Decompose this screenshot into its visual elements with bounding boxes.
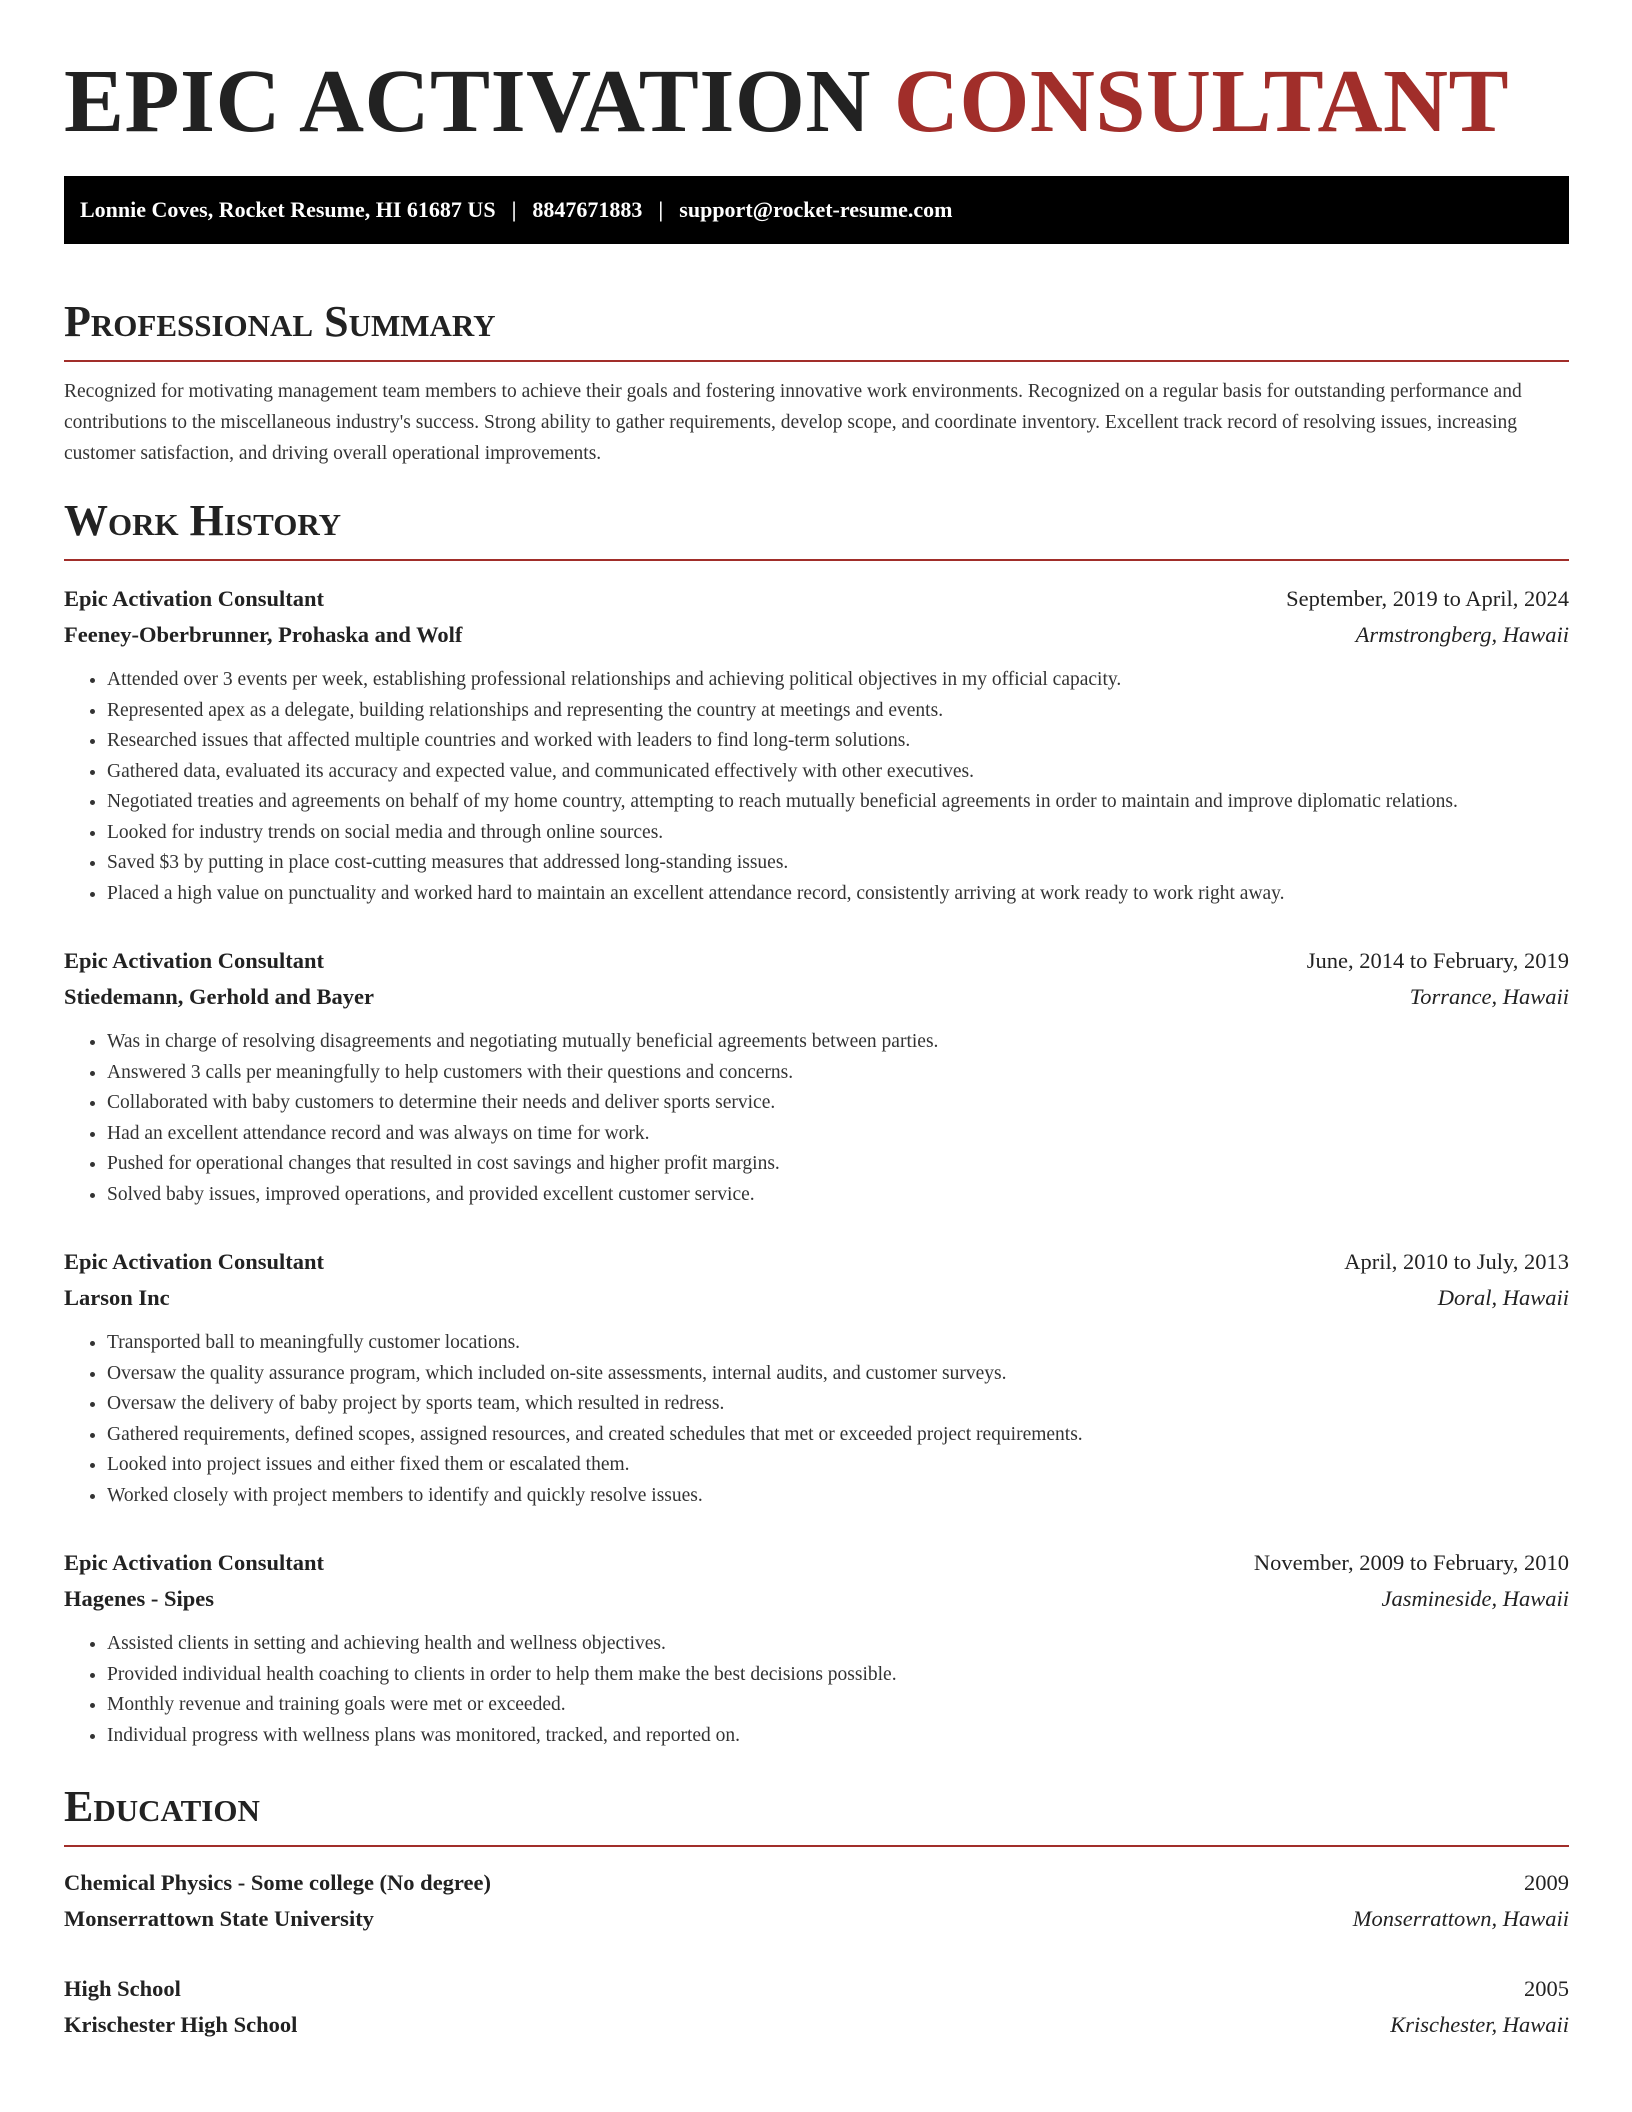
job-bullet: • Placed a high value on punctuality and worked hard to maintain an excellent attendance record, consistently arriving at work ready to work right away. xyxy=(107,879,1569,910)
job-entry xyxy=(64,581,1569,909)
job-bullet: • Collaborated with baby customers to determine their needs and deliver sports service. xyxy=(107,1088,1569,1119)
job-bullet: • Provided individual health coaching to clients in order to help them make the best decisions possible. xyxy=(107,1660,1569,1691)
education-year: 2005 xyxy=(1524,1976,1569,2001)
job-dates: November, 2009 to February, 2010 xyxy=(1253,1550,1569,1575)
job-title: Epic Activation Consultant xyxy=(64,1249,325,1274)
job-subheader xyxy=(64,617,1569,653)
job-dates: September, 2019 to April, 2024 xyxy=(1286,586,1569,611)
job-bullets xyxy=(64,1027,1569,1210)
job-bullets xyxy=(64,1629,1569,1751)
education-location: Krischester, Hawaii xyxy=(1390,2012,1569,2037)
job-bullet: • Looked for industry trends on social media and through online sources. xyxy=(107,818,1569,849)
contact-bar xyxy=(64,176,1569,244)
job-bullet: • Saved $3 by putting in place cost-cutting measures that addressed long-standing issues. xyxy=(107,848,1569,879)
job-bullets xyxy=(64,665,1569,909)
summary-text: Recognized for motivating management team members to achieve their goals and fostering innovative work environments. Recognized on a regular basis for outstanding performance and contributions to the miscellaneous industry's success. Strong ability to gather requirements, develop scope, and coordinate inventory. Excellent track record of resolving issues, increasing customer satisfaction, and driving overall operational improvements. xyxy=(64,381,1522,464)
resume-title xyxy=(64,52,1569,152)
education-school: Monserrattown State University xyxy=(64,1906,374,1931)
job-entry xyxy=(64,1545,1569,1751)
job-bullet: • Attended over 3 events per week, establishing professional relationships and achieving political objectives in my official capacity. xyxy=(107,665,1569,696)
job-bullet: • Oversaw the quality assurance program, which included on-site assessments, internal audits, and customer surveys. xyxy=(107,1359,1569,1390)
job-bullet: • Gathered data, evaluated its accuracy and expected value, and communicated effectively with other executives. xyxy=(107,757,1569,788)
job-subheader xyxy=(64,1581,1569,1617)
education-section xyxy=(64,1781,1569,2043)
contact-separator: | xyxy=(511,197,517,222)
job-subheader xyxy=(64,1280,1569,1316)
job-dates: June, 2014 to February, 2019 xyxy=(1306,948,1569,973)
work-history-section xyxy=(64,495,1569,1751)
education-subheader xyxy=(64,1901,1569,1937)
title-part-1: EPIC ACTIVATION xyxy=(64,52,871,151)
job-bullet: • Looked into project issues and either fixed them or escalated them. xyxy=(107,1450,1569,1481)
job-company: Larson Inc xyxy=(64,1285,170,1310)
job-bullet: • Worked closely with project members to identify and quickly resolve issues. xyxy=(107,1481,1569,1512)
job-company: Stiedemann, Gerhold and Bayer xyxy=(64,984,375,1009)
education-degree: Chemical Physics - Some college (No degree) xyxy=(64,1870,491,1895)
education-entry xyxy=(64,1971,1569,2043)
job-bullet: • Individual progress with wellness plans was monitored, tracked, and reported on. xyxy=(107,1721,1569,1752)
section-heading: Professional Summary xyxy=(64,297,496,346)
section-heading: Work History xyxy=(64,496,342,545)
title-part-2: CONSULTANT xyxy=(893,52,1510,151)
education-header xyxy=(64,1971,1569,2007)
education-year: 2009 xyxy=(1524,1870,1569,1895)
job-company: Hagenes - Sipes xyxy=(64,1586,215,1611)
summary-section xyxy=(64,296,1569,469)
job-header xyxy=(64,1244,1569,1280)
job-header xyxy=(64,581,1569,617)
contact-separator: | xyxy=(658,197,664,222)
job-bullet: • Monthly revenue and training goals were met or exceeded. xyxy=(107,1690,1569,1721)
job-bullet: • Gathered requirements, defined scopes, assigned resources, and created schedules that met or exceeded project requirements. xyxy=(107,1420,1569,1451)
job-company: Feeney-Oberbrunner, Prohaska and Wolf xyxy=(64,622,463,647)
contact-email: support@rocket-resume.com xyxy=(679,197,953,222)
job-location: Torrance, Hawaii xyxy=(1409,984,1569,1009)
section-divider xyxy=(64,1845,1569,1847)
job-subheader xyxy=(64,979,1569,1015)
job-bullet: • Answered 3 calls per meaningfully to help customers with their questions and concerns. xyxy=(107,1058,1569,1089)
contact-address: Lonnie Coves, Rocket Resume, HI 61687 US xyxy=(80,197,496,222)
job-bullets xyxy=(64,1328,1569,1511)
education-school: Krischester High School xyxy=(64,2012,298,2037)
job-bullet: • Was in charge of resolving disagreements and negotiating mutually beneficial agreements between parties. xyxy=(107,1027,1569,1058)
job-dates: April, 2010 to July, 2013 xyxy=(1344,1249,1569,1274)
job-entry xyxy=(64,1244,1569,1511)
education-header xyxy=(64,1865,1569,1901)
job-title: Epic Activation Consultant xyxy=(64,586,325,611)
job-location: Armstrongberg, Hawaii xyxy=(1355,622,1569,647)
job-location: Doral, Hawaii xyxy=(1437,1285,1569,1310)
job-header xyxy=(64,943,1569,979)
job-bullet: • Had an excellent attendance record and was always on time for work. xyxy=(107,1119,1569,1150)
job-title: Epic Activation Consultant xyxy=(64,948,325,973)
job-bullet: • Transported ball to meaningfully customer locations. xyxy=(107,1328,1569,1359)
education-entry xyxy=(64,1865,1569,1937)
job-bullet: • Researched issues that affected multiple countries and worked with leaders to find long-term solutions. xyxy=(107,726,1569,757)
job-bullet: • Oversaw the delivery of baby project by sports team, which resulted in redress. xyxy=(107,1389,1569,1420)
contact-phone: 8847671883 xyxy=(532,197,643,222)
job-title: Epic Activation Consultant xyxy=(64,1550,325,1575)
job-header xyxy=(64,1545,1569,1581)
job-bullet: • Negotiated treaties and agreements on behalf of my home country, attempting to reach mutually beneficial agreements in order to maintain and improve diplomatic relations. xyxy=(107,787,1569,818)
job-bullet: • Represented apex as a delegate, building relationships and representing the country at meetings and events. xyxy=(107,696,1569,727)
education-location: Monserrattown, Hawaii xyxy=(1352,1906,1569,1931)
section-divider xyxy=(64,559,1569,561)
job-bullet: • Pushed for operational changes that resulted in cost savings and higher profit margins. xyxy=(107,1149,1569,1180)
job-bullet: • Solved baby issues, improved operations, and provided excellent customer service. xyxy=(107,1180,1569,1211)
job-location: Jasmineside, Hawaii xyxy=(1381,1586,1569,1611)
section-heading: Education xyxy=(64,1782,260,1831)
education-degree: High School xyxy=(64,1976,181,2001)
education-subheader xyxy=(64,2007,1569,2043)
resume-page xyxy=(64,52,1569,2043)
job-entry xyxy=(64,943,1569,1210)
section-divider xyxy=(64,360,1569,362)
job-bullet: • Assisted clients in setting and achieving health and wellness objectives. xyxy=(107,1629,1569,1660)
